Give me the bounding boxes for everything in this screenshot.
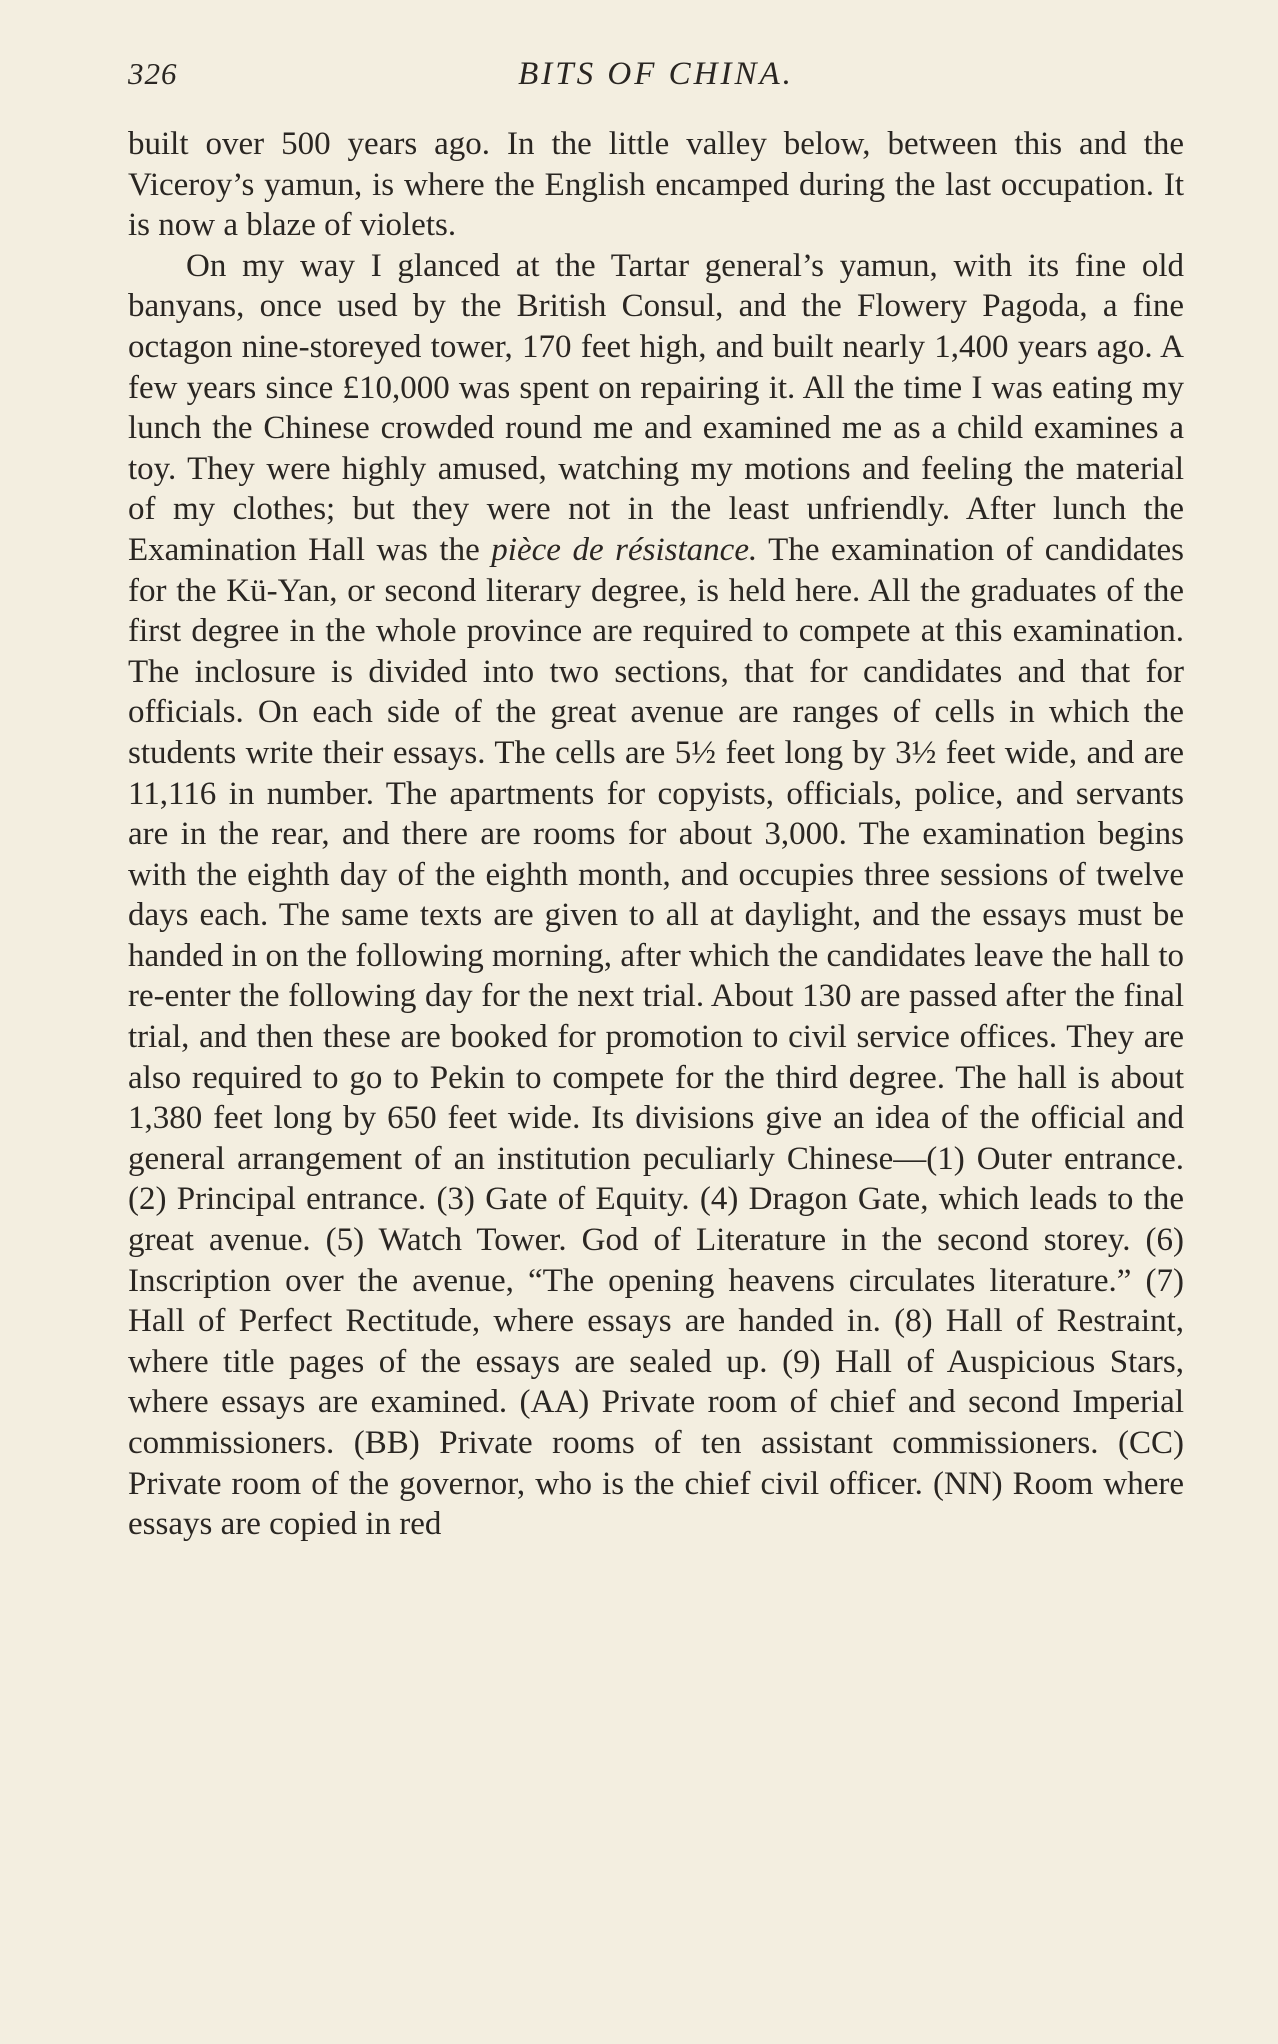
body-text [128, 124, 1184, 1545]
paragraph-2-italic-phrase: pièce de résistance. [491, 531, 758, 568]
page-header [128, 56, 1184, 100]
page-number: 326 [128, 56, 178, 91]
paragraph-2-text-start: On my way I glanced at the Tartar general’s yamun, with its fine old banyans, once used by the British Consul, and the Flowery Pagoda, a fine octagon nine-storeyed tower, 170 feet high, and built nearly 1,400 years ago. A few years since £10,000 was spent on repairing it. All the time I was eating my lunch the Chinese crowded round me and examined me as a child examines a toy. They were highly amused, watching my motions and feeling the material of my clothes; but they were not in the least unfriendly. After lunch the Examination Hall was the [128, 247, 1184, 568]
paragraph-2-text-end: The examination of candidates for the Kü-Yan, or second literary degree, is held here. All the graduates of the first degree in the whole province are required to compete at this examination. The inclosure is divided into two sections, that for candidates and that for officials. On each side of the great avenue are ranges of cells in which the students write their essays. The cells are 5½ feet long by 3½ feet wide, and are 11,116 in number. The apartments for copyists, officials, police, and servants are in the rear, and there are rooms for about 3,000. The examination begins with the eighth day of the eighth month, and occupies three sessions of twelve days each. The same texts are given to all at daylight, and the essays must be handed in on the following morning, after which the candidates leave the hall to re-enter the following day for the next trial. About 130 are passed after the final trial, and then these are booked for promotion to civil service offices. They are also required to go to Pekin to compete for the third degree. The hall is about 1,380 feet long by 650 feet wide. Its divisions give an idea of the official and general arrangement of an institution peculiarly Chinese—(1) Outer entrance. (2) Principal entrance. (3) Gate of Equity. (4) Dragon Gate, which leads to the great avenue. (5) Watch Tower. God of Literature in the second storey. (6) Inscription over the avenue, “The opening heavens circulates literature.” (7) Hall of Perfect Rectitude, where essays are handed in. (8) Hall of Restraint, where title pages of the essays are sealed up. (9) Hall of Auspicious Stars, where essays are examined. (AA) Private room of chief and second Imperial commissioners. (BB) Private rooms of ten assistant commissioners. (CC) Private room of the governor, who is the chief civil officer. (NN) Room where essays are copied in red [128, 531, 1185, 1543]
running-title: BITS OF CHINA. [518, 56, 794, 92]
paragraph-1: built over 500 years ago. In the little valley below, between this and the Viceroy’s yamun, is where the English encamped during the last occupation. It is now a blaze of violets. [128, 126, 1184, 244]
paragraph-2 [128, 246, 1184, 1545]
